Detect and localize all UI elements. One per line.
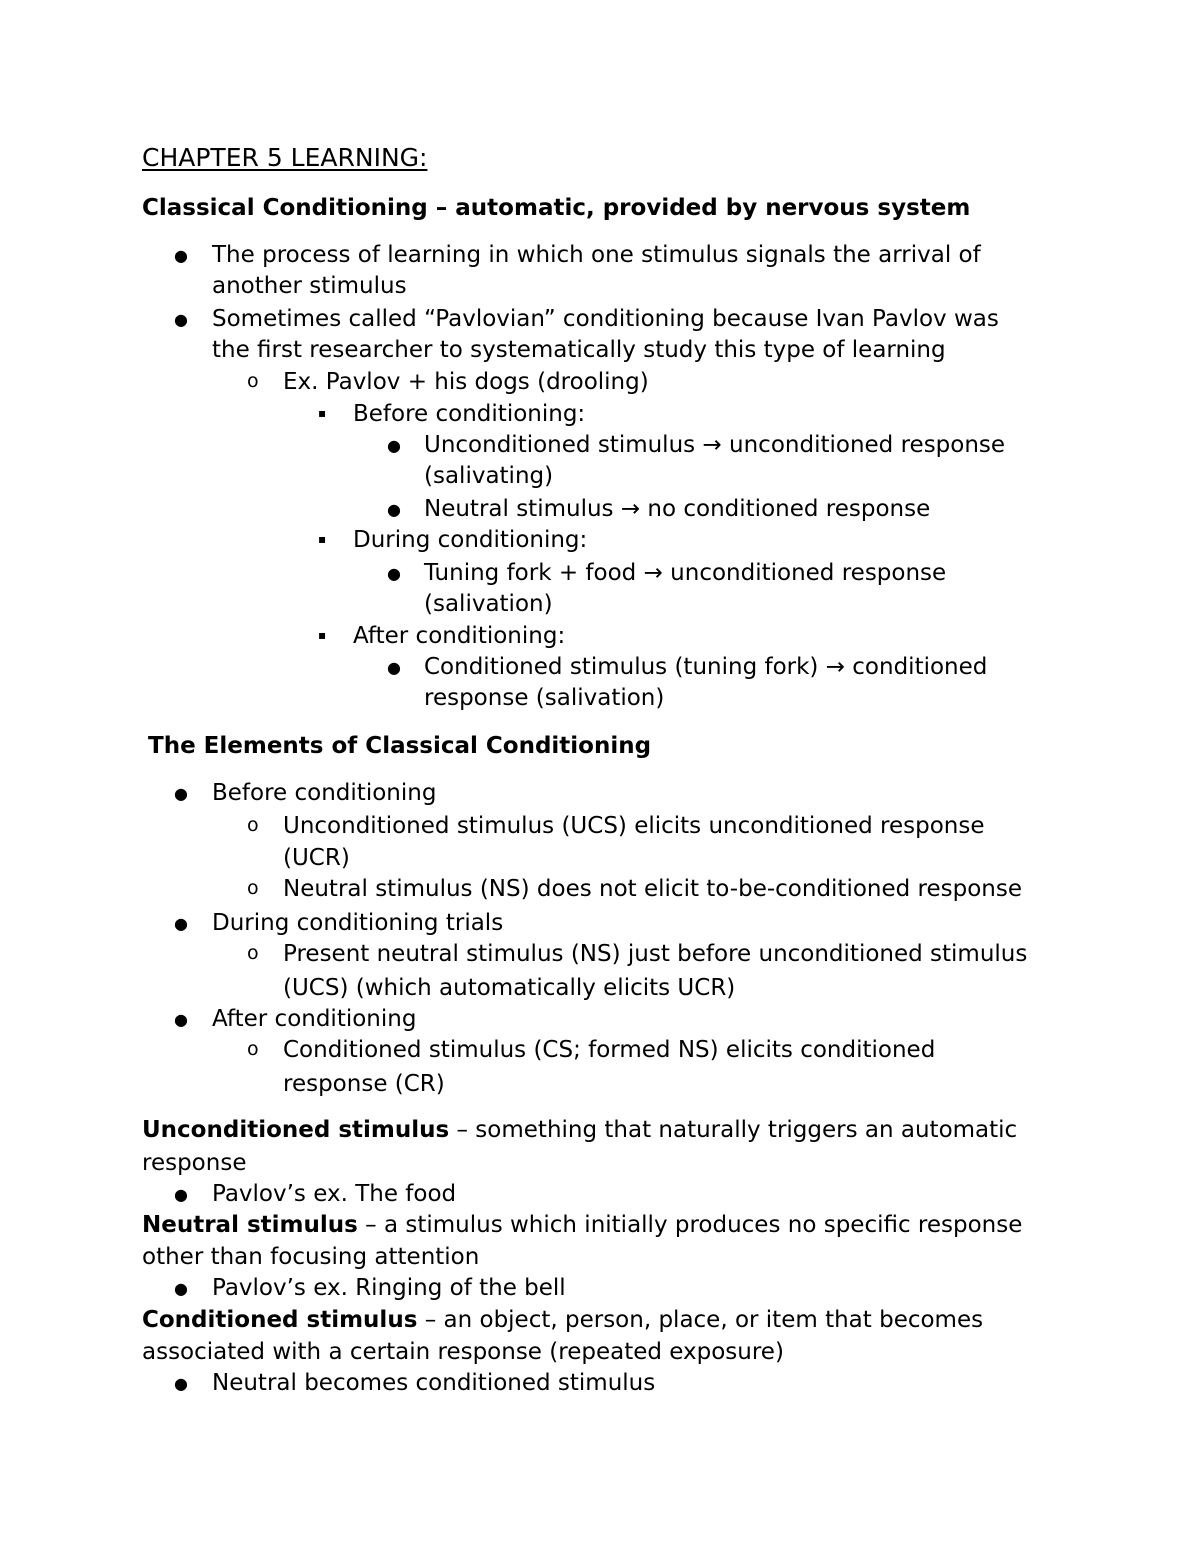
bullet-text: Conditioned stimulus (tuning fork) → conditioned [424, 654, 988, 680]
sub-bullet-marker: o [247, 814, 259, 836]
bullet-marker: ● [174, 1374, 188, 1393]
term-neutral-stimulus: Neutral stimulus [142, 1212, 358, 1238]
sub-bullet-marker: o [247, 370, 259, 392]
bullet-text: (salivating) [424, 463, 554, 489]
sub-bullet-text: response (CR) [283, 1071, 445, 1097]
bullet-marker: ● [174, 1010, 188, 1029]
bullet-text: Sometimes called “Pavlovian” conditioning because Ivan Pavlov was [212, 306, 999, 332]
bullet-marker: ● [174, 246, 188, 265]
sub-bullet-text: Unconditioned stimulus (UCS) elicits unconditioned response [283, 813, 985, 839]
definition-ns [142, 1214, 1022, 1237]
sub-bullet-text: Neutral stimulus (NS) does not elicit to-be-conditioned response [283, 876, 1023, 902]
sub-bullet-marker: o [247, 942, 259, 964]
square-bullet-marker: ▪ [318, 628, 327, 642]
term-conditioned-stimulus: Conditioned stimulus [142, 1307, 418, 1333]
sub-bullet-marker: o [247, 1038, 259, 1060]
bullet-marker: ● [387, 564, 401, 583]
sub-bullet-text: Ex. Pavlov + his dogs (drooling) [283, 369, 649, 395]
square-bullet-marker: ▪ [318, 532, 327, 546]
bullet-marker: ● [174, 310, 188, 329]
sub-bullet-text: Conditioned stimulus (CS; formed NS) elicits conditioned [283, 1037, 936, 1063]
definition-text: – something that naturally triggers an automatic [456, 1117, 1018, 1143]
sub-bullet-text: (UCS) (which automatically elicits UCR) [283, 975, 736, 1001]
bullet-text: Before conditioning [212, 780, 437, 806]
square-bullet-text: After conditioning: [353, 623, 566, 649]
bullet-text: The process of learning in which one stimulus signals the arrival of [212, 242, 981, 268]
section-heading-elements: The Elements of Classical Conditioning [148, 733, 652, 759]
square-bullet-text: During conditioning: [353, 527, 588, 553]
definition-text: – a stimulus which initially produces no specific response [365, 1212, 1023, 1238]
bullet-text: Pavlov’s ex. Ringing of the bell [212, 1275, 566, 1301]
definition-text: – an object, person, place, or item that becomes [424, 1307, 984, 1333]
bullet-text: After conditioning [212, 1006, 417, 1032]
sub-bullet-text: Present neutral stimulus (NS) just before unconditioned stimulus [283, 941, 1028, 967]
definition-text: associated with a certain response (repeated exposure) [142, 1339, 784, 1365]
bullet-text: Tuning fork + food → unconditioned response [424, 560, 947, 586]
definition-text: response [142, 1150, 247, 1176]
bullet-text: the first researcher to systematically study this type of learning [212, 337, 946, 363]
bullet-text: response (salivation) [424, 685, 665, 711]
bullet-text: During conditioning trials [212, 910, 504, 936]
definition-text: other than focusing attention [142, 1244, 480, 1270]
bullet-marker: ● [174, 784, 188, 803]
square-bullet-text: Before conditioning: [353, 401, 586, 427]
bullet-marker: ● [387, 436, 401, 455]
term-unconditioned-stimulus: Unconditioned stimulus [142, 1117, 450, 1143]
bullet-marker: ● [387, 500, 401, 519]
bullet-text: Neutral stimulus → no conditioned response [424, 496, 931, 522]
definition-ucs [142, 1119, 1017, 1142]
bullet-text: Unconditioned stimulus → unconditioned response [424, 432, 1006, 458]
sub-bullet-text: (UCR) [283, 845, 350, 871]
page-title: CHAPTER 5 LEARNING: [142, 143, 428, 172]
square-bullet-marker: ▪ [318, 406, 327, 420]
bullet-text: (salivation) [424, 591, 553, 617]
bullet-marker: ● [387, 658, 401, 677]
bullet-text: another stimulus [212, 273, 407, 299]
bullet-marker: ● [174, 1279, 188, 1298]
bullet-text: Pavlov’s ex. The food [212, 1181, 457, 1207]
section-heading-classical-conditioning: Classical Conditioning – automatic, provided by nervous system [142, 195, 971, 221]
bullet-marker: ● [174, 914, 188, 933]
definition-cs [142, 1309, 983, 1332]
bullet-marker: ● [174, 1185, 188, 1204]
sub-bullet-marker: o [247, 877, 259, 899]
bullet-text: Neutral becomes conditioned stimulus [212, 1370, 656, 1396]
